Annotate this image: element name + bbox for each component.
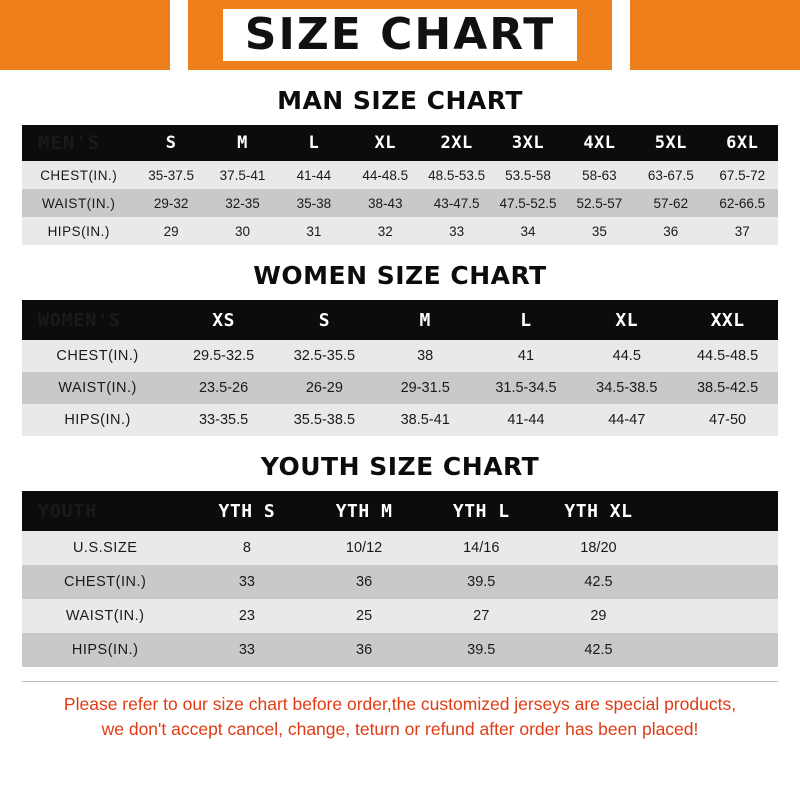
table-cell: 44.5 — [576, 340, 677, 372]
column-header: WOMEN'S — [22, 300, 173, 340]
table-cell: 43-47.5 — [421, 189, 492, 217]
column-header: XL — [350, 125, 421, 161]
table-cell: 44-47 — [576, 404, 677, 436]
footer-note — [22, 681, 778, 743]
row-label: CHEST(IN.) — [22, 565, 188, 599]
column-header: YOUTH — [22, 491, 188, 531]
table-cell: 38.5-41 — [375, 404, 476, 436]
table-cell: 41 — [476, 340, 577, 372]
column-header: L — [278, 125, 349, 161]
row-label: CHEST(IN.) — [22, 340, 173, 372]
table-cell-spacer — [657, 599, 778, 633]
table-cell: 14/16 — [423, 531, 540, 565]
table-cell: 32-35 — [207, 189, 278, 217]
table-cell: 30 — [207, 217, 278, 245]
chart-content — [0, 86, 800, 743]
table-cell: 58-63 — [564, 161, 635, 189]
table-cell: 29 — [540, 599, 657, 633]
table-cell: 36 — [305, 565, 422, 599]
table-cell: 31.5-34.5 — [476, 372, 577, 404]
table-cell: 23.5-26 — [173, 372, 274, 404]
column-header: M — [207, 125, 278, 161]
table-row — [22, 565, 778, 599]
column-header: YTH XL — [540, 491, 657, 531]
table-cell: 37.5-41 — [207, 161, 278, 189]
column-header: 3XL — [492, 125, 563, 161]
row-label: HIPS(IN.) — [22, 633, 188, 667]
row-label: WAIST(IN.) — [22, 189, 135, 217]
table-cell: 18/20 — [540, 531, 657, 565]
table-cell: 39.5 — [423, 565, 540, 599]
page-title: SIZE CHART — [223, 9, 577, 61]
table-cell: 36 — [305, 633, 422, 667]
table-cell-spacer — [657, 633, 778, 667]
table-cell: 8 — [188, 531, 305, 565]
row-label: HIPS(IN.) — [22, 404, 173, 436]
table-row — [22, 531, 778, 565]
table-cell: 32 — [350, 217, 421, 245]
column-header: XS — [173, 300, 274, 340]
table-row — [22, 599, 778, 633]
column-header: S — [274, 300, 375, 340]
table-cell: 42.5 — [540, 633, 657, 667]
table-cell: 47.5-52.5 — [492, 189, 563, 217]
column-header: 5XL — [635, 125, 706, 161]
table-header-row — [22, 125, 778, 161]
table-cell: 57-62 — [635, 189, 706, 217]
column-header: 2XL — [421, 125, 492, 161]
row-label: HIPS(IN.) — [22, 217, 135, 245]
footer-note-line-1: Please refer to our size chart before order,the customized jerseys are special products, — [63, 694, 737, 714]
table-cell: 29-32 — [135, 189, 206, 217]
column-header: XXL — [677, 300, 778, 340]
table-cell: 41-44 — [476, 404, 577, 436]
table-cell: 26-29 — [274, 372, 375, 404]
table-cell: 29.5-32.5 — [173, 340, 274, 372]
table-cell: 44-48.5 — [350, 161, 421, 189]
table-cell: 44.5-48.5 — [677, 340, 778, 372]
women-size-table — [22, 300, 778, 436]
table-cell: 23 — [188, 599, 305, 633]
footer-note-line-2: we don't accept cancel, change, teturn or refund after order has been placed! — [101, 719, 699, 740]
table-cell: 29-31.5 — [375, 372, 476, 404]
column-header: YTH L — [423, 491, 540, 531]
table-cell: 48.5-53.5 — [421, 161, 492, 189]
table-cell: 35 — [564, 217, 635, 245]
table-cell: 25 — [305, 599, 422, 633]
table-cell: 38.5-42.5 — [677, 372, 778, 404]
table-cell: 10/12 — [305, 531, 422, 565]
section-title-youth: YOUTH SIZE CHART — [260, 452, 540, 481]
row-label: CHEST(IN.) — [22, 161, 135, 189]
table-cell: 39.5 — [423, 633, 540, 667]
table-cell: 41-44 — [278, 161, 349, 189]
table-cell: 32.5-35.5 — [274, 340, 375, 372]
table-cell: 34 — [492, 217, 563, 245]
table-cell: 42.5 — [540, 565, 657, 599]
column-header: 4XL — [564, 125, 635, 161]
table-cell: 63-67.5 — [635, 161, 706, 189]
column-header: S — [135, 125, 206, 161]
column-header: 6XL — [707, 125, 778, 161]
section-title-women: WOMEN SIZE CHART — [253, 261, 547, 290]
column-header: YTH M — [305, 491, 422, 531]
row-label: WAIST(IN.) — [22, 372, 173, 404]
table-header-row — [22, 300, 778, 340]
column-header-spacer — [657, 491, 778, 531]
table-cell: 53.5-58 — [492, 161, 563, 189]
table-cell: 67.5-72 — [707, 161, 778, 189]
table-header-row — [22, 491, 778, 531]
column-header: M — [375, 300, 476, 340]
table-cell: 38-43 — [350, 189, 421, 217]
table-cell: 27 — [423, 599, 540, 633]
header-strip-right — [612, 0, 630, 70]
table-cell: 47-50 — [677, 404, 778, 436]
table-cell-spacer — [657, 565, 778, 599]
table-cell: 35-37.5 — [135, 161, 206, 189]
table-row — [22, 340, 778, 372]
table-row — [22, 633, 778, 667]
row-label: WAIST(IN.) — [22, 599, 188, 633]
table-cell: 31 — [278, 217, 349, 245]
table-cell: 33-35.5 — [173, 404, 274, 436]
table-row — [22, 404, 778, 436]
table-cell: 62-66.5 — [707, 189, 778, 217]
table-cell: 35.5-38.5 — [274, 404, 375, 436]
table-cell: 35-38 — [278, 189, 349, 217]
youth-size-table — [22, 491, 778, 667]
column-header: MEN'S — [22, 125, 135, 161]
table-row — [22, 161, 778, 189]
table-cell: 37 — [707, 217, 778, 245]
table-cell: 38 — [375, 340, 476, 372]
column-header: YTH S — [188, 491, 305, 531]
table-row — [22, 217, 778, 245]
table-cell: 52.5-57 — [564, 189, 635, 217]
section-title-men: MAN SIZE CHART — [277, 86, 523, 115]
column-header: XL — [576, 300, 677, 340]
row-label: U.S.SIZE — [22, 531, 188, 565]
table-cell: 36 — [635, 217, 706, 245]
table-cell: 29 — [135, 217, 206, 245]
header-band — [0, 0, 800, 70]
table-cell: 33 — [421, 217, 492, 245]
table-cell: 33 — [188, 565, 305, 599]
table-row — [22, 372, 778, 404]
header-strip-left — [170, 0, 188, 70]
table-row — [22, 189, 778, 217]
table-cell: 33 — [188, 633, 305, 667]
men-size-table — [22, 125, 778, 245]
table-cell: 34.5-38.5 — [576, 372, 677, 404]
table-cell-spacer — [657, 531, 778, 565]
column-header: L — [476, 300, 577, 340]
